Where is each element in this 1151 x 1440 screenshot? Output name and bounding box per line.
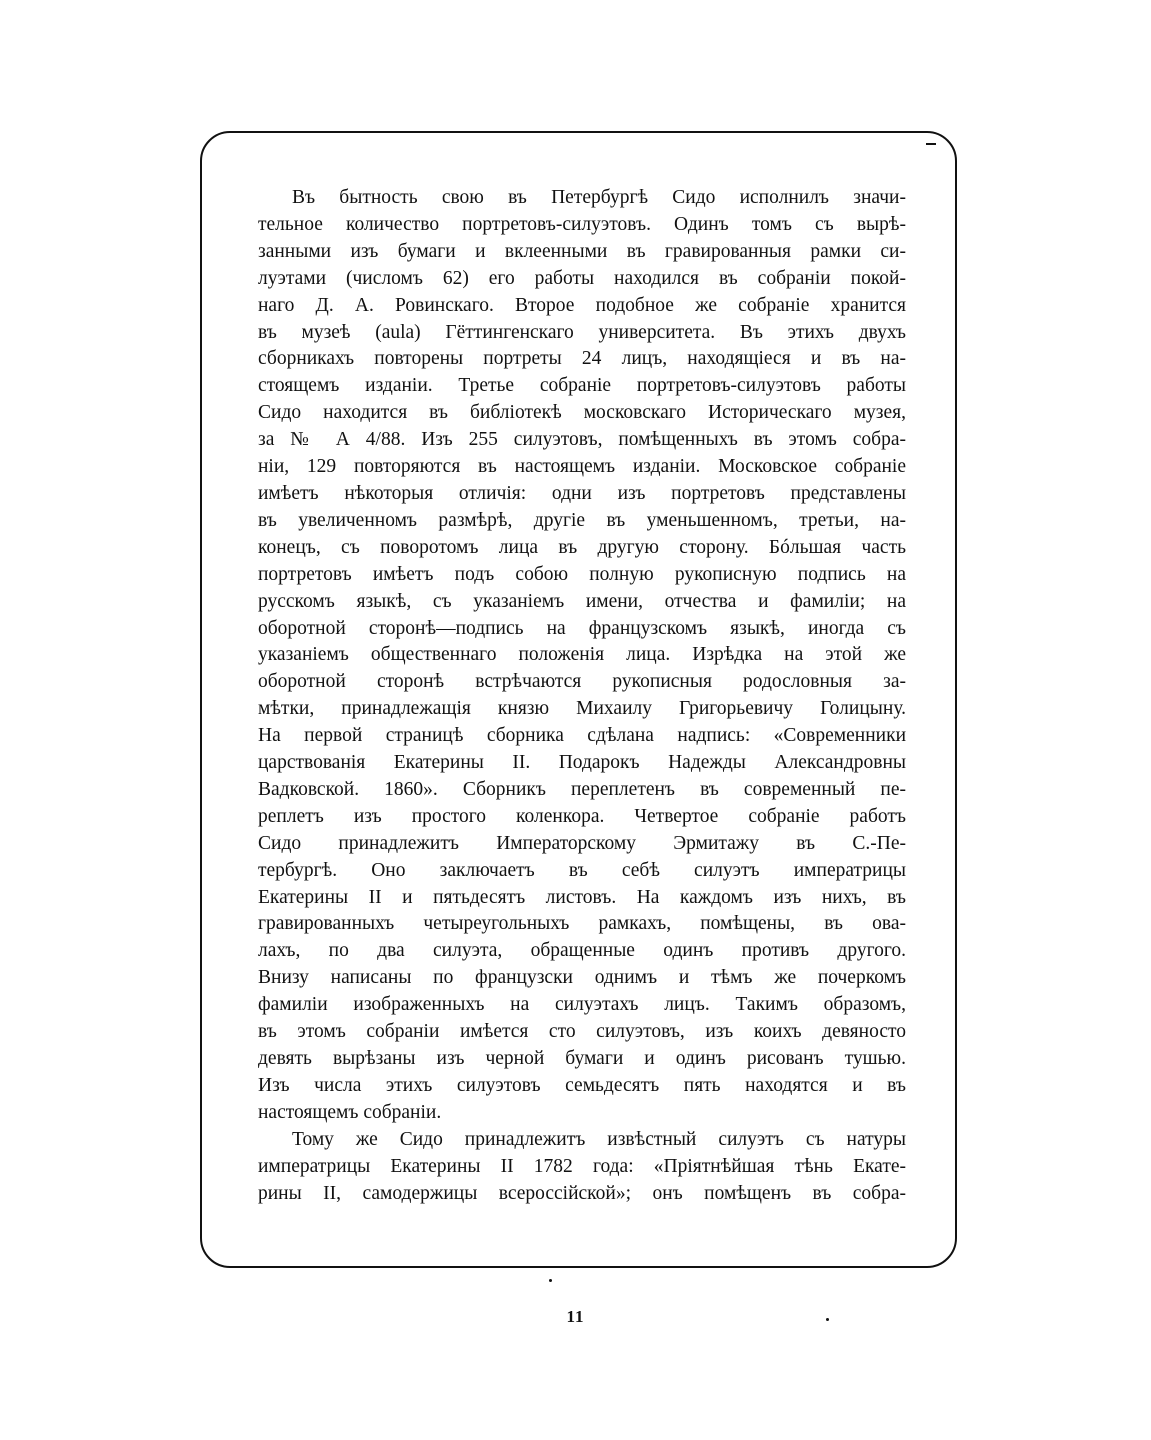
body-text — [258, 185, 906, 1207]
paragraph-1 — [258, 185, 906, 1127]
text-line: гравированныхъ четыреугольныхъ рамкахъ, помѣщены, въ ова- — [258, 913, 906, 935]
text-line: царствованія Екатерины II. Подарокъ Надежды Александровны — [258, 752, 906, 774]
text-line: въ этомъ собраніи имѣется сто силуэтовъ, изъ коихъ девяносто — [258, 1021, 906, 1043]
text-line: стоящемъ изданіи. Третье собраніе портретовъ-силуэтовъ работы — [258, 375, 906, 397]
text-line: На первой страницѣ сборника сдѣлана надпись: «Современники — [258, 725, 906, 747]
text-line: Тому же Сидо принадлежитъ извѣстный силуэтъ съ натуры — [292, 1128, 906, 1150]
text-line: конецъ, съ поворотомъ лица въ другую сторону. Бóльшая часть — [258, 536, 906, 558]
text-line: Сидо находится въ библіотекѣ московскаго Историческаго музея, — [258, 402, 906, 424]
text-line: въ увеличенномъ размѣрѣ, другіе въ уменьшенномъ, третьи, на- — [258, 509, 906, 531]
text-line: Въ бытность свою въ Петербургѣ Сидо исполнилъ значи- — [292, 187, 906, 208]
text-line: Вадковской. 1860». Сборникъ переплетенъ въ современный пе- — [258, 778, 906, 800]
paragraph-2 — [258, 1127, 906, 1208]
text-line: указаніемъ общественнаго положенія лица. Изрѣдка на этой же — [258, 644, 906, 666]
frame-corner-mark — [926, 143, 936, 145]
text-line: ніи, 129 повторяются въ настоящемъ изданіи. Московское собраніе — [258, 456, 906, 478]
text-line: оборотной сторонѣ встрѣчаются рукописныя родословныя за- — [258, 671, 906, 693]
text-line: сборникахъ повторены портреты 24 лицъ, находящіеся и въ на- — [258, 348, 906, 370]
text-line: лахъ, по два силуэта, обращенные одинъ противъ другого. — [258, 940, 906, 962]
text-line: девять вырѣзаны изъ черной бумаги и одинъ рисованъ тушью. — [258, 1048, 906, 1069]
text-line: въ музеѣ (aula) Гёттингенскаго университета. Въ этихъ двухъ — [258, 321, 906, 343]
text-line: луэтами (числомъ 62) его работы находился въ собраніи покой- — [258, 267, 906, 289]
text-line: за № А 4/88. Изъ 255 силуэтовъ, помѣщенныхъ въ этомъ собра- — [258, 429, 906, 451]
text-line: императрицы Екатерины II 1782 года: «Пріятнѣйшая тѣнь Екате- — [258, 1155, 906, 1177]
text-line: Сидо принадлежитъ Императорскому Эрмитажу въ С.-Пе- — [258, 832, 906, 854]
text-line: занными изъ бумаги и вклеенными въ гравированныя рамки си- — [258, 240, 906, 262]
text-line: фамиліи изображенныхъ на силуэтахъ лицъ. Такимъ образомъ, — [258, 994, 906, 1016]
text-line: реплетъ изъ простого коленкора. Четвертое собраніе работъ — [258, 805, 906, 827]
print-speck — [549, 1279, 552, 1282]
text-line: Внизу написаны по французски однимъ и тѣмъ же почеркомъ — [258, 967, 906, 989]
text-line: наго Д. А. Ровинскаго. Второе подобное же собраніе хранится — [258, 294, 906, 316]
text-line: оборотной сторонѣ—подпись на французскомъ языкѣ, иногда съ — [258, 617, 906, 639]
text-line: настоящемъ собраніи. — [258, 1101, 442, 1123]
text-line: тербургѣ. Оно заключаетъ въ себѣ силуэтъ императрицы — [258, 859, 906, 881]
text-line: Екатерины II и пятьдесятъ листовъ. На каждомъ изъ нихъ, въ — [258, 886, 906, 908]
text-line: Изъ числа этихъ силуэтовъ семьдесятъ пять находятся и въ — [258, 1074, 906, 1096]
text-line: рины II, самодержицы всероссійской»; онъ помѣщенъ въ собра- — [258, 1182, 906, 1204]
text-line: мѣтки, принадлежащія князю Михаилу Григорьевичу Голицыну. — [258, 698, 906, 720]
page-number: 11 — [566, 1307, 585, 1326]
text-line: русскомъ языкѣ, съ указаніемъ имени, отчества и фамиліи; на — [258, 590, 906, 612]
text-line: портретовъ имѣетъ подъ собою полную рукописную подпись на — [258, 563, 906, 585]
text-line: имѣетъ нѣкоторыя отличія: одни изъ портретовъ представлены — [258, 482, 906, 504]
text-line: тельное количество портретовъ-силуэтовъ. Одинъ томъ съ вырѣ- — [258, 213, 906, 235]
